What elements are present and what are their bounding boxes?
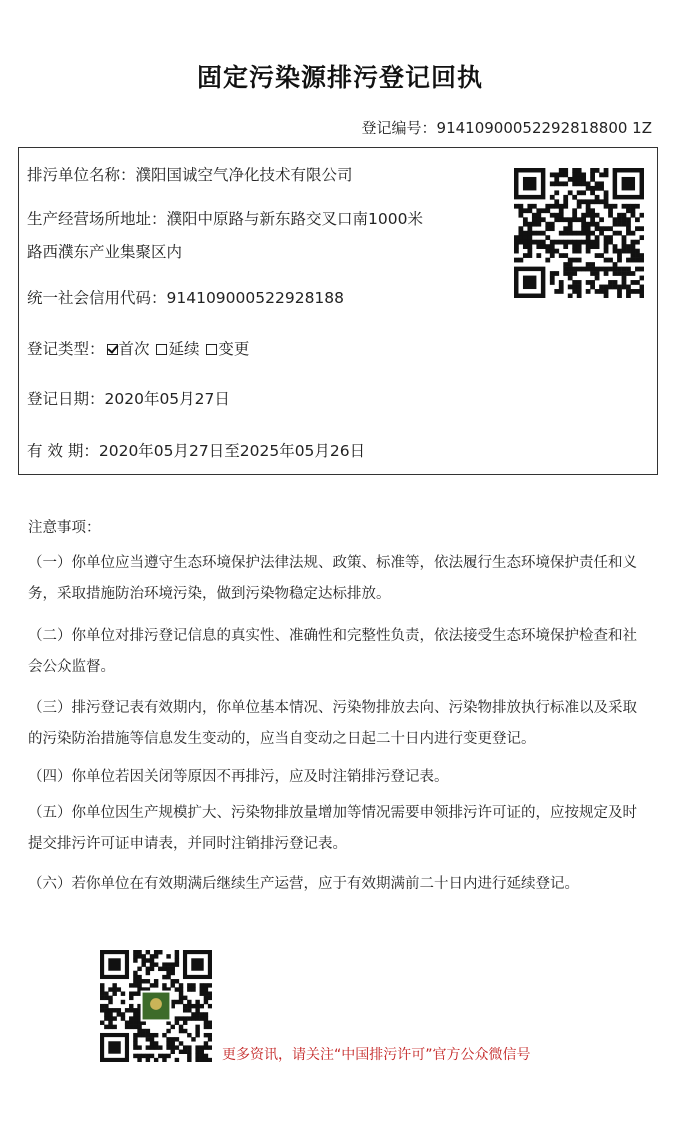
- registration-date: 登记日期：2020年05月27日: [27, 390, 230, 408]
- footer-wechat-note: 更多资讯，请关注“中国排污许可”官方公众微信号: [222, 1047, 531, 1063]
- note-item-4: （四）你单位若因关闭等原因不再排污，应及时注销排污登记表。: [28, 769, 449, 785]
- note-item-3: （三）排污登记表有效期内，你单位基本情况、污染物排放去向、污染物排放执行标准以及采取的污染防治措施等信息发生变动的，应当自变动之日起二十日内进行变更登记。: [28, 700, 637, 747]
- note-item-5: （五）你单位因生产规模扩大、污染物排放量增加等情况需要申领排污许可证的，应按规定及时提交排污许可证申请表，并同时注销排污登记表。: [28, 805, 637, 852]
- option-change: 变更: [218, 340, 250, 358]
- checkbox-change: [206, 344, 217, 355]
- registration-number: 登记编号：91410900052292818800 1Z: [361, 119, 652, 137]
- credit-code: 统一社会信用代码：914109000522928188: [27, 289, 345, 307]
- checkbox-first-time: [107, 344, 118, 355]
- note-item-6: （六）若你单位在有效期满后继续生产运营，应于有效期满前二十日内进行延续登记。: [28, 876, 579, 892]
- notes-heading: 注意事项：: [28, 520, 101, 536]
- registration-type-label: 登记类型：: [27, 340, 105, 358]
- address-line-2: 路西濮东产业集聚区内: [27, 243, 183, 261]
- registration-type: [27, 335, 249, 363]
- qr-code-icon: [514, 168, 644, 298]
- checkbox-renewal: [156, 344, 167, 355]
- registration-info-box: [18, 147, 658, 475]
- valid-period: 有 效 期：2020年05月27日至2025年05月26日: [27, 442, 366, 460]
- note-item-1: （一）你单位应当遵守生态环境保护法律法规、政策、标准等，依法履行生态环境保护责任和义务，采取措施防治环境污染，做到污染物稳定达标排放。: [28, 555, 637, 602]
- option-renewal: 延续: [168, 340, 200, 358]
- address-line-1: 生产经营场所地址：濮阳中原路与新东路交叉口南1000米: [27, 210, 423, 228]
- unit-name: 排污单位名称：濮阳国诚空气净化技术有限公司: [27, 166, 353, 184]
- note-item-2: （二）你单位对排污登记信息的真实性、准确性和完整性负责，依法接受生态环境保护检查和社会公众监督。: [28, 628, 637, 675]
- page-title: 固定污染源排污登记回执: [196, 63, 483, 92]
- wechat-qr-code-icon: [100, 950, 212, 1062]
- option-first-time: 首次: [118, 340, 150, 358]
